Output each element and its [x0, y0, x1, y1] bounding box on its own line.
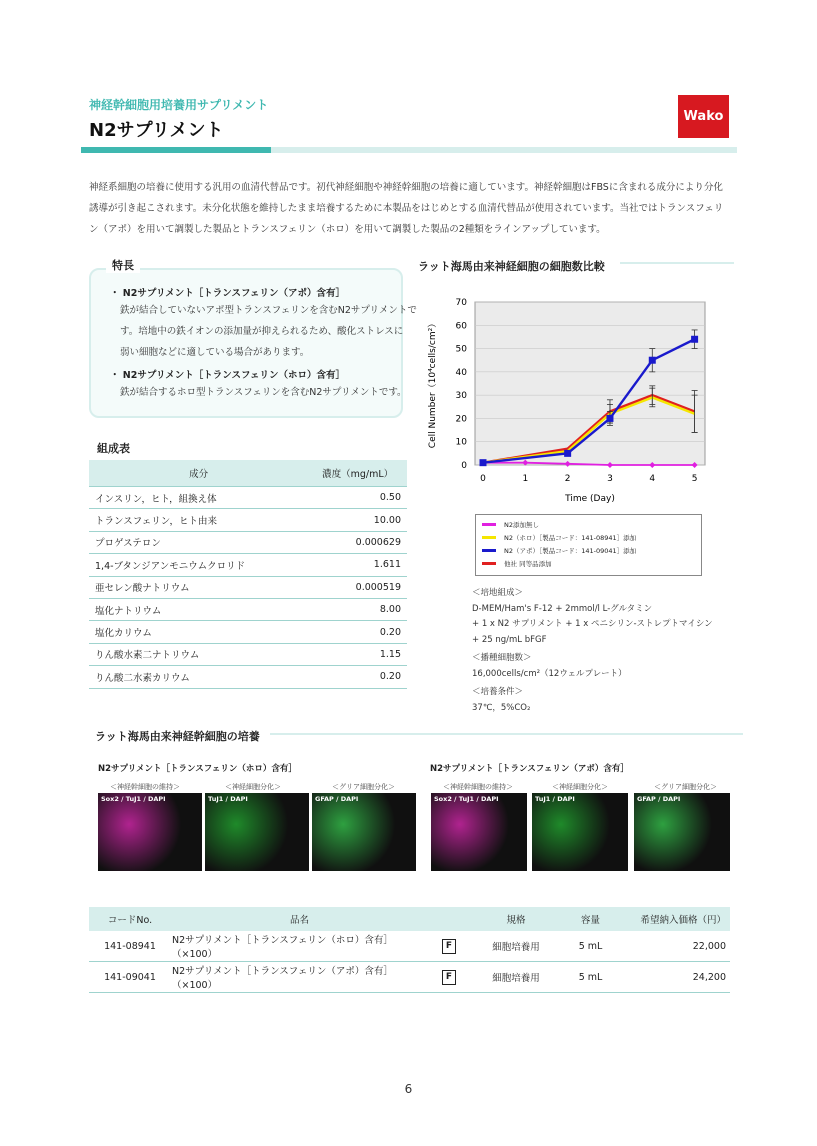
- legend-swatch: [482, 549, 496, 552]
- legend-label: 他社 同等品添加: [504, 559, 552, 568]
- culture-conditions: [472, 586, 713, 716]
- table-row: [89, 554, 407, 576]
- x-tick-label: 1: [522, 474, 529, 484]
- image-caption: ＜神経幹細胞の維持＞: [110, 783, 180, 791]
- x-tick-label: 5: [691, 474, 698, 484]
- legend-label: N2（ホロ）［製品コード：141-08941］添加: [504, 533, 637, 542]
- culture-rule: [270, 733, 743, 735]
- col-header: [428, 907, 470, 931]
- y-tick-label: 70: [455, 298, 467, 308]
- legend-item: [482, 558, 552, 568]
- table-row: [89, 576, 407, 598]
- microscopy-image: [98, 793, 202, 871]
- composition-title: 組成表: [97, 442, 130, 455]
- component-name: りん酸二水素カリウム: [89, 666, 308, 688]
- legend-item: [482, 545, 636, 555]
- condition-line: + 1 x N2 サプリメント + 1 x ペニシリン-ストレプトマイシン: [472, 619, 713, 629]
- component-name: 塩化ナトリウム: [89, 598, 308, 620]
- col-header: 容量: [562, 907, 619, 931]
- table-row: [89, 643, 407, 665]
- page-title: N2サプリメント: [89, 120, 224, 141]
- chart-legend: [475, 514, 702, 576]
- col-header: 成分: [89, 460, 308, 487]
- cell-culture-icon: F: [442, 939, 456, 954]
- component-conc: 0.000519: [308, 576, 407, 598]
- features-title: 特長: [106, 257, 140, 273]
- feature-1-line: 弱い細胞などに適している場合があります。: [120, 347, 310, 358]
- table-row: [89, 487, 407, 509]
- microscopy-image: [205, 793, 309, 871]
- component-name: トランスフェリン，ヒト由来: [89, 509, 308, 531]
- col-header: 規格: [470, 907, 562, 931]
- product-volume: 5 mL: [562, 962, 619, 993]
- image-stain-label: GFAP / DAPI: [315, 795, 359, 803]
- image-stain-label: TuJ1 / DAPI: [208, 795, 248, 803]
- microscopy-image: [431, 793, 527, 871]
- image-caption: ＜グリア細胞分化＞: [654, 783, 717, 791]
- col-header: 濃度（mg/mL）: [308, 460, 407, 487]
- condition-line: ＜培地組成＞: [472, 588, 524, 598]
- data-point: [691, 336, 698, 343]
- legend-swatch: [482, 562, 496, 565]
- condition-line: 16,000cells/cm²（12ウェルプレート）: [472, 668, 627, 679]
- col-header: 希望納入価格（円）: [619, 907, 730, 931]
- y-tick-label: 40: [455, 367, 467, 378]
- table-row: [89, 509, 407, 531]
- product-grade: 細胞培養用: [470, 931, 562, 962]
- feature-1-heading: ・ N2サプリメント［トランスフェリン（アポ）含有］: [110, 288, 346, 299]
- condition-line: ＜培養条件＞: [472, 687, 524, 697]
- table-row: [89, 621, 407, 643]
- product-price: 24,200: [619, 962, 730, 993]
- legend-swatch: [482, 523, 496, 526]
- composition-table: [89, 460, 407, 689]
- page-subtitle: 神経幹細胞用培養用サプリメント: [89, 98, 269, 112]
- table-row: [89, 598, 407, 620]
- y-tick-label: 20: [455, 414, 467, 425]
- microscopy-image: [634, 793, 730, 871]
- feature-2-heading: ・ N2サプリメント［トランスフェリン（ホロ）含有］: [110, 370, 346, 381]
- plot-area: [475, 302, 705, 465]
- condition-line: ＜播種細胞数＞: [472, 653, 532, 663]
- legend-item: [482, 519, 539, 529]
- y-tick-label: 50: [455, 344, 467, 355]
- table-row: [89, 931, 730, 962]
- intro-text: 神経系細胞の培養に使用する汎用の血清代替品です。初代神経細胞や神経幹細胞の培養に適しています。神経幹細胞はFBSに含まれる成分により分化誘導が引き起こされます。未分化状態を維持したまま培養するために本製品をはじめとする血清代替品が使用されています。当社ではトランスフェリン（アポ）を用いて調製した製品とトランスフェリン（ホロ）を用いて調製した製品の2種類をラインアップしています。: [89, 182, 724, 235]
- component-name: 1,4-ブタンジアンモニウムクロリド: [89, 554, 308, 576]
- feature-1-text: [120, 300, 417, 363]
- image-caption: ＜グリア細胞分化＞: [332, 783, 395, 791]
- component-name: インスリン，ヒト，組換え体: [89, 487, 308, 509]
- component-conc: 1.15: [308, 643, 407, 665]
- x-tick-label: 4: [649, 474, 656, 484]
- component-conc: 1.611: [308, 554, 407, 576]
- product-price: 22,000: [619, 931, 730, 962]
- cell-count-chart: [420, 290, 720, 510]
- legend-swatch: [482, 536, 496, 539]
- component-conc: 8.00: [308, 598, 407, 620]
- x-tick-label: 2: [564, 474, 571, 484]
- wako-logo: Wako: [678, 95, 729, 138]
- component-conc: 0.20: [308, 621, 407, 643]
- condition-line: 37℃，5%CO₂: [472, 702, 531, 713]
- feature-1-line: 鉄が結合していないアポ型トランスフェリンを含むN2サプリメントで: [120, 305, 417, 316]
- microscopy-image: [532, 793, 628, 871]
- culture-right-label: N2サプリメント［トランスフェリン（アポ）含有］: [430, 764, 629, 774]
- component-conc: 10.00: [308, 509, 407, 531]
- image-stain-label: TuJ1 / DAPI: [535, 795, 575, 803]
- x-axis-label: Time (Day): [565, 494, 615, 504]
- table-row: [89, 531, 407, 553]
- header-rule: [271, 147, 737, 153]
- chart-section-rule: [620, 262, 734, 264]
- component-conc: 0.50: [308, 487, 407, 509]
- y-tick-label: 0: [461, 461, 467, 471]
- data-point: [564, 450, 571, 457]
- product-name: N2サプリメント［トランスフェリン（アポ）含有］（×100）: [171, 962, 428, 993]
- product-table: [89, 907, 730, 993]
- component-conc: 0.20: [308, 666, 407, 688]
- component-name: 亜セレン酸ナトリウム: [89, 576, 308, 598]
- culture-title: ラット海馬由来神経幹細胞の培養: [95, 730, 260, 743]
- y-tick-label: 10: [455, 437, 467, 448]
- col-header: コードNo.: [89, 907, 171, 931]
- data-point: [480, 459, 487, 466]
- product-volume: 5 mL: [562, 931, 619, 962]
- y-tick-label: 60: [455, 321, 467, 332]
- image-caption: ＜神経細胞分化＞: [552, 783, 608, 791]
- chart-svg: [420, 290, 720, 510]
- product-code: 141-08941: [89, 931, 171, 962]
- cell-culture-icon: F: [442, 970, 456, 985]
- legend-label: N2添加無し: [504, 520, 539, 529]
- y-axis-label: Cell Number（10⁴cells/cm²）: [428, 318, 438, 449]
- legend-item: [482, 532, 636, 542]
- condition-line: D-MEM/Ham's F-12 + 2mmol/l L-グルタミン: [472, 603, 653, 614]
- table-row: [89, 962, 730, 993]
- data-point: [649, 357, 656, 364]
- chart-section-title: ラット海馬由来神経細胞の細胞数比較: [418, 260, 605, 273]
- component-conc: 0.000629: [308, 531, 407, 553]
- feature-2-text: 鉄が結合するホロ型トランスフェリンを含むN2サプリメントです。: [120, 387, 407, 398]
- table-row: [89, 666, 407, 688]
- culture-left-label: N2サプリメント［トランスフェリン（ホロ）含有］: [98, 764, 297, 774]
- data-point: [606, 415, 613, 422]
- legend-label: N2（アポ）［製品コード：141-09041］添加: [504, 546, 637, 555]
- page-number: 6: [404, 1082, 413, 1096]
- image-stain-label: GFAP / DAPI: [637, 795, 681, 803]
- x-tick-label: 0: [480, 474, 486, 484]
- component-name: プロゲステロン: [89, 531, 308, 553]
- component-name: 塩化カリウム: [89, 621, 308, 643]
- product-name: N2サプリメント［トランスフェリン（ホロ）含有］（×100）: [171, 931, 428, 962]
- y-tick-label: 30: [455, 391, 467, 402]
- col-header: 品名: [171, 907, 428, 931]
- feature-1-line: す。培地中の鉄イオンの添加量が抑えられるため、酸化ストレスに: [120, 326, 404, 337]
- image-stain-label: Sox2 / TuJ1 / DAPI: [101, 795, 166, 803]
- component-name: りん酸水素二ナトリウム: [89, 643, 308, 665]
- condition-line: + 25 ng/mL bFGF: [472, 634, 547, 645]
- product-code: 141-09041: [89, 962, 171, 993]
- x-tick-label: 3: [607, 474, 613, 484]
- image-stain-label: Sox2 / TuJ1 / DAPI: [434, 795, 499, 803]
- header-rule-accent: [81, 147, 271, 153]
- product-grade: 細胞培養用: [470, 962, 562, 993]
- image-caption: ＜神経幹細胞の維持＞: [443, 783, 513, 791]
- image-caption: ＜神経細胞分化＞: [225, 783, 281, 791]
- microscopy-image: [312, 793, 416, 871]
